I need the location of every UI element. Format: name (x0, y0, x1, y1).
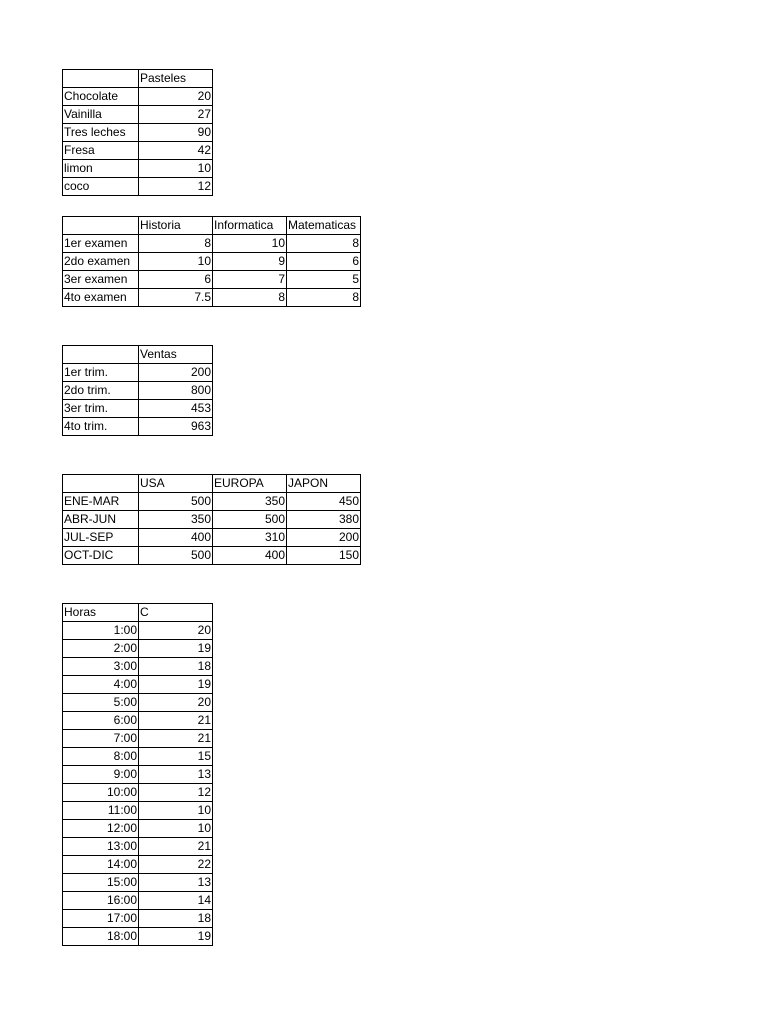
value-cell[interactable]: 10 (213, 235, 287, 253)
value-cell[interactable]: 18 (139, 658, 213, 676)
header-corner-cell[interactable]: Horas (63, 604, 139, 622)
value-cell[interactable]: 10 (139, 160, 213, 178)
table-row (63, 748, 213, 766)
value-cell[interactable]: 7 (213, 271, 287, 289)
row-label-cell[interactable]: Vainilla (63, 106, 139, 124)
value-cell[interactable]: 500 (139, 493, 213, 511)
value-cell[interactable]: 19 (139, 676, 213, 694)
value-cell[interactable]: 9 (213, 253, 287, 271)
value-cell[interactable]: 90 (139, 124, 213, 142)
value-cell[interactable]: 400 (139, 529, 213, 547)
table-row (63, 142, 213, 160)
row-label-cell[interactable]: 4to trim. (63, 418, 139, 436)
value-cell[interactable]: 21 (139, 838, 213, 856)
value-cell[interactable]: 20 (139, 694, 213, 712)
row-label-cell[interactable]: 1er trim. (63, 364, 139, 382)
column-header-cell[interactable]: Matematicas (287, 217, 361, 235)
value-cell[interactable]: 42 (139, 142, 213, 160)
value-cell[interactable]: 27 (139, 106, 213, 124)
value-cell[interactable]: 500 (139, 547, 213, 565)
value-cell[interactable]: 15 (139, 748, 213, 766)
value-cell[interactable]: 200 (287, 529, 361, 547)
value-cell[interactable]: 8 (287, 235, 361, 253)
header-row (63, 217, 361, 235)
row-label-cell[interactable]: ENE-MAR (63, 493, 139, 511)
value-cell[interactable]: 150 (287, 547, 361, 565)
value-cell[interactable]: 20 (139, 88, 213, 106)
header-corner-cell[interactable] (63, 346, 139, 364)
table-row (63, 160, 213, 178)
value-cell[interactable]: 21 (139, 730, 213, 748)
value-cell[interactable]: 200 (139, 364, 213, 382)
value-cell[interactable]: 453 (139, 400, 213, 418)
header-corner-cell[interactable] (63, 70, 139, 88)
row-label-cell[interactable]: 11:00 (63, 802, 139, 820)
row-label-cell[interactable]: ABR-JUN (63, 511, 139, 529)
header-row (63, 346, 213, 364)
table-row (63, 640, 213, 658)
table-row (63, 529, 361, 547)
row-label-cell[interactable]: 3:00 (63, 658, 139, 676)
value-cell[interactable]: 8 (139, 235, 213, 253)
value-cell[interactable]: 13 (139, 874, 213, 892)
table-row (63, 766, 213, 784)
table-row (63, 712, 213, 730)
row-label-cell[interactable]: 5:00 (63, 694, 139, 712)
row-label-cell[interactable]: Chocolate (63, 88, 139, 106)
table-row (63, 820, 213, 838)
value-cell[interactable]: 963 (139, 418, 213, 436)
row-label-cell[interactable]: Fresa (63, 142, 139, 160)
table-row (63, 493, 361, 511)
row-label-cell[interactable]: 7:00 (63, 730, 139, 748)
value-cell[interactable]: 400 (213, 547, 287, 565)
regiones-table (62, 474, 361, 565)
horas-table (62, 603, 213, 946)
table-row (63, 418, 213, 436)
row-label-cell[interactable]: 6:00 (63, 712, 139, 730)
table-row (63, 802, 213, 820)
header-corner-cell[interactable] (63, 475, 139, 493)
table-row (63, 838, 213, 856)
row-label-cell[interactable]: 13:00 (63, 838, 139, 856)
table-row (63, 289, 361, 307)
table-row (63, 511, 361, 529)
table-row (63, 928, 213, 946)
table-row (63, 253, 361, 271)
value-cell[interactable]: 500 (213, 511, 287, 529)
header-row (63, 604, 213, 622)
table-row (63, 400, 213, 418)
row-label-cell[interactable]: JUL-SEP (63, 529, 139, 547)
row-label-cell[interactable]: 18:00 (63, 928, 139, 946)
value-cell[interactable]: 350 (213, 493, 287, 511)
value-cell[interactable]: 10 (139, 802, 213, 820)
table-row (63, 271, 361, 289)
column-header-cell[interactable]: Informatica (213, 217, 287, 235)
value-cell[interactable]: 21 (139, 712, 213, 730)
row-label-cell[interactable]: 8:00 (63, 748, 139, 766)
table-row (63, 784, 213, 802)
value-cell[interactable]: 450 (287, 493, 361, 511)
row-label-cell[interactable]: 2do examen (63, 253, 139, 271)
value-cell[interactable]: 20 (139, 622, 213, 640)
table-row (63, 364, 213, 382)
column-header-cell[interactable]: EUROPA (213, 475, 287, 493)
value-cell[interactable]: 800 (139, 382, 213, 400)
table-row (63, 730, 213, 748)
row-label-cell[interactable]: 3er trim. (63, 400, 139, 418)
table-row (63, 856, 213, 874)
row-label-cell[interactable]: 15:00 (63, 874, 139, 892)
column-header-cell[interactable]: Historia (139, 217, 213, 235)
row-label-cell[interactable]: 14:00 (63, 856, 139, 874)
row-label-cell[interactable]: 10:00 (63, 784, 139, 802)
value-cell[interactable]: 12 (139, 178, 213, 196)
ventas-table (62, 345, 213, 436)
header-row (63, 70, 213, 88)
value-cell[interactable]: 13 (139, 766, 213, 784)
table-row (63, 178, 213, 196)
row-label-cell[interactable]: coco (63, 178, 139, 196)
table-row (63, 874, 213, 892)
row-label-cell[interactable]: 16:00 (63, 892, 139, 910)
table-row (63, 382, 213, 400)
examenes-table (62, 216, 361, 307)
row-label-cell[interactable]: 2do trim. (63, 382, 139, 400)
value-cell[interactable]: 10 (139, 820, 213, 838)
table-row (63, 235, 361, 253)
value-cell[interactable]: 12 (139, 784, 213, 802)
column-header-cell[interactable]: Pasteles (139, 70, 213, 88)
row-label-cell[interactable]: 1er examen (63, 235, 139, 253)
table-row (63, 622, 213, 640)
value-cell[interactable]: 19 (139, 928, 213, 946)
row-label-cell[interactable]: 3er examen (63, 271, 139, 289)
value-cell[interactable]: 5 (287, 271, 361, 289)
row-label-cell[interactable]: limon (63, 160, 139, 178)
table-row (63, 658, 213, 676)
table-row (63, 694, 213, 712)
row-label-cell[interactable]: 4to examen (63, 289, 139, 307)
column-header-cell[interactable]: JAPON (287, 475, 361, 493)
value-cell[interactable]: 310 (213, 529, 287, 547)
table-row (63, 676, 213, 694)
value-cell[interactable]: 6 (287, 253, 361, 271)
row-label-cell[interactable]: 2:00 (63, 640, 139, 658)
value-cell[interactable]: 350 (139, 511, 213, 529)
table-row (63, 106, 213, 124)
row-label-cell[interactable]: 12:00 (63, 820, 139, 838)
column-header-cell[interactable]: Ventas (139, 346, 213, 364)
value-cell[interactable]: 8 (287, 289, 361, 307)
row-label-cell[interactable]: OCT-DIC (63, 547, 139, 565)
column-header-cell[interactable]: USA (139, 475, 213, 493)
table-row (63, 547, 361, 565)
value-cell[interactable]: 19 (139, 640, 213, 658)
value-cell[interactable]: 22 (139, 856, 213, 874)
pasteles-table (62, 69, 213, 196)
table-row (63, 88, 213, 106)
row-label-cell[interactable]: 4:00 (63, 676, 139, 694)
row-label-cell[interactable]: Tres leches (63, 124, 139, 142)
table-row (63, 892, 213, 910)
row-label-cell[interactable]: 1:00 (63, 622, 139, 640)
column-header-cell[interactable]: C (139, 604, 213, 622)
value-cell[interactable]: 10 (139, 253, 213, 271)
row-label-cell[interactable]: 17:00 (63, 910, 139, 928)
value-cell[interactable]: 380 (287, 511, 361, 529)
value-cell[interactable]: 14 (139, 892, 213, 910)
table-row (63, 124, 213, 142)
table-row (63, 910, 213, 928)
header-corner-cell[interactable] (63, 217, 139, 235)
row-label-cell[interactable]: 9:00 (63, 766, 139, 784)
header-row (63, 475, 361, 493)
value-cell[interactable]: 18 (139, 910, 213, 928)
value-cell[interactable]: 7.5 (139, 289, 213, 307)
value-cell[interactable]: 6 (139, 271, 213, 289)
value-cell[interactable]: 8 (213, 289, 287, 307)
